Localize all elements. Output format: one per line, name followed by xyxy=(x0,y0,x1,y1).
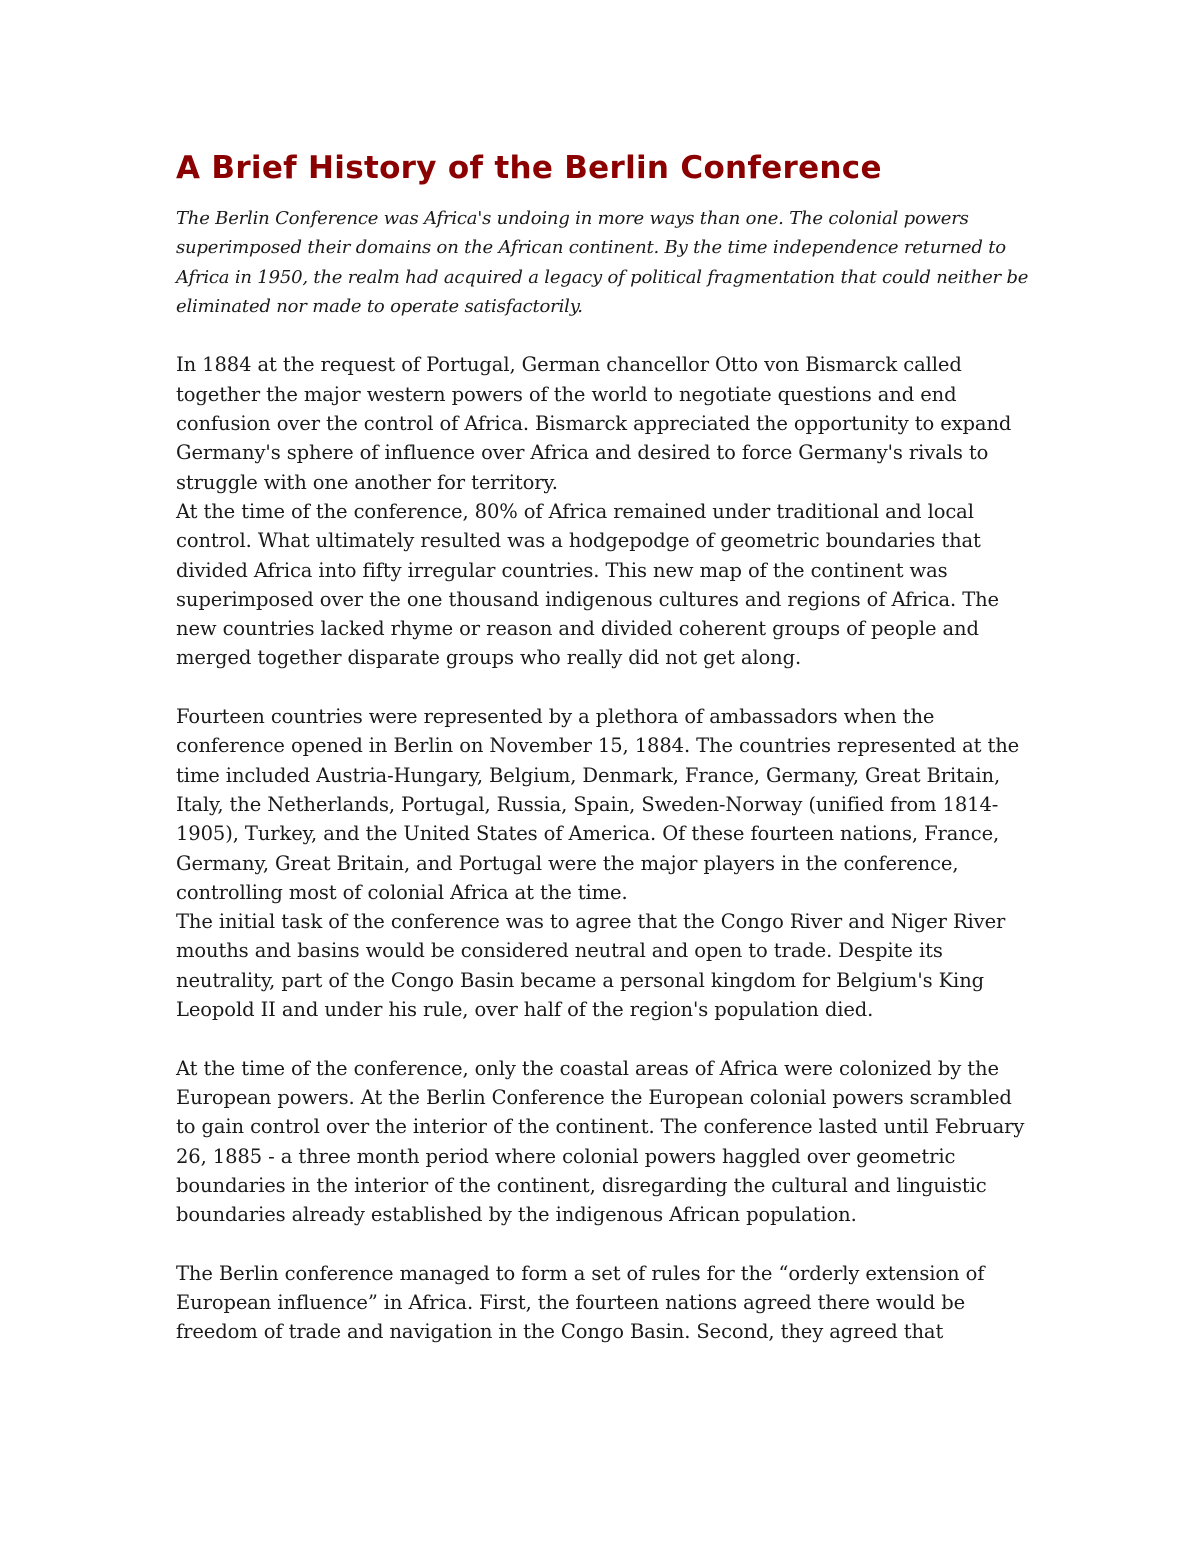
intro-paragraph: The Berlin Conference was Africa's undoing in more ways than one. The colonial powers superimposed their domains on the African continent. By the time independence returned to Africa in 1950, the realm had acquired a legacy of political fragmentation that could neither be eliminated nor made to operate satisfactorily. xyxy=(176,208,1029,317)
paragraph-gap xyxy=(176,673,1036,702)
body-paragraph-6: The Berlin conference managed to form a set of rules for the “orderly extension of European influence” in Africa. First, the fourteen nations agreed there would be freedom of trade and navigation in the Congo Basin. Second, they agreed that xyxy=(176,1261,985,1344)
body-paragraph-3: Fourteen countries were represented by a plethora of ambassadors when the conference opened in Berlin on November 15, 1884. The countries represented at the time included Austria-Hungary, Belgium, Denmark, France, Germany, Great Britain, Italy, the Netherlands, Portugal, Russia, Spain, Sweden-Norway (unified from 1814-1905), Turkey, and the United States of America. Of these fourteen nations, France, Germany, Great Britain, and Portugal were the major players in the conference, controlling most of colonial Africa at the time. xyxy=(176,705,1020,904)
document-page xyxy=(176,148,1036,1347)
paragraph-gap xyxy=(176,1229,1036,1258)
body-paragraph-4: The initial task of the conference was to agree that the Congo River and Niger River mouths and basins would be considered neutral and open to trade. Despite its neutrality, part of the Congo Basin became a personal kingdom for Belgium's King Leopold II and under his rule, over half of the region's population died. xyxy=(176,910,1006,1022)
document-title: A Brief History of the Berlin Conference xyxy=(176,150,882,186)
body-paragraph-5: At the time of the conference, only the coastal areas of Africa were colonized by the European powers. At the Berlin Conference the European colonial powers scrambled to gain control over the interior of the continent. The conference lasted until February 26, 1885 - a three month period where colonial powers haggled over geometric boundaries in the interior of the continent, disregarding the cultural and linguistic boundaries already established by the indigenous African population. xyxy=(176,1056,1025,1227)
paragraph-gap xyxy=(176,321,1036,350)
paragraph-gap xyxy=(176,1024,1036,1053)
body-paragraph-1: In 1884 at the request of Portugal, German chancellor Otto von Bismarck called together the major western powers of the world to negotiate questions and end confusion over the control of Africa. Bismarck appreciated the opportunity to expand Germany's sphere of influence over Africa and desired to force Germany's rivals to struggle with one another for territory. xyxy=(176,353,1012,494)
body-paragraph-2: At the time of the conference, 80% of Africa remained under traditional and local control. What ultimately resulted was a hodgepodge of geometric boundaries that divided Africa into fifty irregular countries. This new map of the continent was superimposed over the one thousand indigenous cultures and regions of Africa. The new countries lacked rhyme or reason and divided coherent groups of people and merged together disparate groups who really did not get along. xyxy=(176,499,999,670)
